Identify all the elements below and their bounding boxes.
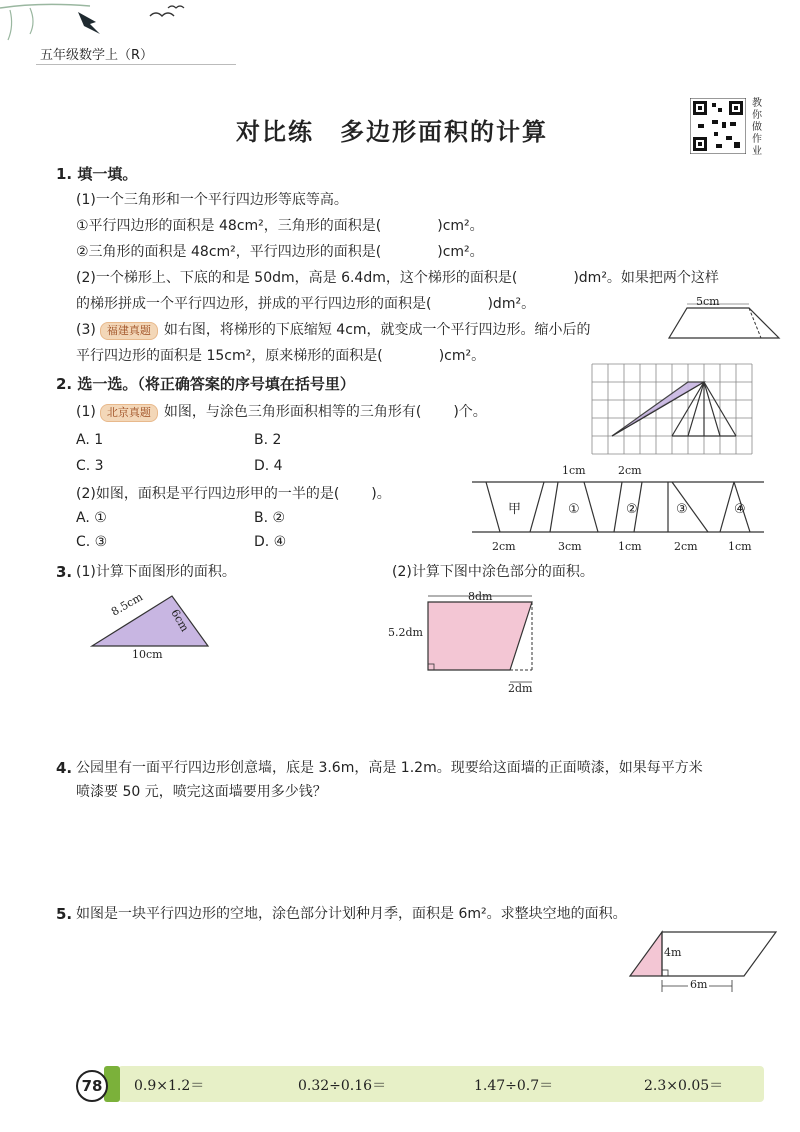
- q1-p2-text: (2)一个梯形上、下底的和是 50dm，高是 6.4dm，这个梯形的面积是(: [76, 270, 518, 286]
- q2-p1-text: 如图，与涂色三角形面积相等的三角形有(: [163, 404, 422, 420]
- q2-p1-pre: (1): [76, 404, 96, 420]
- field-base-label: 6m: [690, 978, 708, 991]
- trapezoid-top-label: 5cm: [696, 295, 720, 308]
- q1-p1-b: [76, 242, 484, 262]
- q1-p3-l2-text: 平行四边形的面积是 15cm²，原来梯形的面积是(: [76, 348, 383, 364]
- triangle-side-label: 8.5cm: [109, 590, 146, 619]
- q3-number: 3.: [56, 563, 73, 581]
- q4-line1: 公园里有一面平行四边形创意墙，底是 3.6m，高是 1.2m。现要给这面墙的正面喷漆，如果每平方米: [76, 760, 703, 776]
- strip-shape-1: ①: [568, 502, 580, 517]
- calc-2: 0.32÷0.16＝: [298, 1078, 387, 1094]
- q4-number: 4.: [56, 759, 73, 777]
- subject-label: 五年级数学上（R）: [40, 48, 154, 63]
- strip-shape-4: ④: [734, 502, 746, 517]
- q1-p3-l2-unit: )cm²。: [438, 348, 486, 364]
- page-number: 78: [76, 1070, 108, 1102]
- q2-p2-text: (2)如图，面积是平行四边形甲的一半的是(: [76, 486, 340, 502]
- q1-p3-line2: [76, 346, 485, 366]
- field-height-label: 4m: [664, 946, 682, 959]
- q1-p3-text: 如右图，将梯形的下底缩短 4cm，就变成一个平行四边形。缩小后的: [163, 322, 591, 338]
- q2-p2-text-b: )。: [371, 486, 391, 502]
- parallelogram-offset-label: 2dm: [508, 682, 533, 695]
- parallelogram-height-label: 5.2dm: [388, 626, 423, 639]
- strip-bottom-label-1: 2cm: [492, 540, 516, 553]
- q2-p1-text-b: )个。: [453, 404, 487, 420]
- triangle-height-label: 6cm: [168, 607, 192, 634]
- shaded-parallelogram-figure: [418, 592, 544, 688]
- strip-bottom-label-5: 1cm: [728, 540, 752, 553]
- strip-bottom-label-3: 1cm: [618, 540, 642, 553]
- source-tag: 福建真题: [100, 322, 158, 340]
- strip-top-label-2: 2cm: [618, 464, 642, 477]
- header-rule: [36, 64, 236, 65]
- grid-triangle-figure: [590, 362, 754, 458]
- q1-p2-line2: [76, 294, 535, 314]
- q5-number: 5.: [56, 905, 73, 923]
- q1-p1-a-unit: )cm²。: [437, 218, 484, 234]
- q4-line2: 喷漆要 50 元，喷完这面墙要用多少钱？: [76, 784, 327, 800]
- calc-3: 1.47÷0.7＝: [474, 1078, 554, 1094]
- q1-p1-intro: (1)一个三角形和一个平行四边形等底等高。: [76, 192, 348, 208]
- q1-p3-pre: (3): [76, 322, 96, 338]
- source-tag: 北京真题: [100, 404, 158, 422]
- q1-p2-l2-unit: )dm²。: [487, 296, 536, 312]
- calc-4: 2.3×0.05＝: [644, 1078, 724, 1094]
- q2-heading: 2. 选一选。（将正确答案的序号填在括号里）: [56, 375, 355, 393]
- qr-code[interactable]: [690, 98, 746, 154]
- q2-p1-option-b[interactable]: B. 2: [254, 432, 282, 448]
- q2-p2-option-d[interactable]: D. ④: [254, 534, 287, 550]
- q1-p2-line1: [76, 268, 719, 288]
- parallelogram-top-label: 8dm: [468, 590, 493, 603]
- trapezoid-figure: [665, 290, 785, 346]
- q2-p1-option-c[interactable]: C. 3: [76, 458, 104, 474]
- q3-p1: (1)计算下面图形的面积。: [76, 564, 236, 580]
- q2-p2-option-b[interactable]: B. ②: [254, 510, 286, 526]
- q1-p2-l2-text: 的梯形拼成一个平行四边形，拼成的平行四边形的面积是(: [76, 296, 432, 312]
- q1-p3-line1: [76, 320, 591, 340]
- triangle-base-label: 10cm: [132, 648, 163, 661]
- q1-p2-text-b: )dm²。如果把两个这样: [573, 270, 719, 286]
- q2-p1: [76, 402, 487, 422]
- q1-p1-b-unit: )cm²。: [437, 244, 484, 260]
- q1-p1-b-text: ②三角形的面积是 48cm²，平行四边形的面积是(: [76, 244, 382, 260]
- q2-p2-option-a[interactable]: A. ①: [76, 510, 107, 526]
- q3-p2: (2)计算下图中涂色部分的面积。: [392, 564, 594, 580]
- q5-text: 如图是一块平行四边形的空地，涂色部分计划种月季，面积是 6m²。求整块空地的面积。: [76, 906, 627, 922]
- strip-shape-jia: 甲: [508, 502, 522, 517]
- triangle-figure: [90, 590, 220, 650]
- q2-p2-option-c[interactable]: C. ③: [76, 534, 108, 550]
- q1-p1-a-text: ①平行四边形的面积是 48cm²，三角形的面积是(: [76, 218, 382, 234]
- strip-shape-2: ②: [626, 502, 638, 517]
- q1-heading: 1. 填一填。: [56, 165, 138, 183]
- strip-top-label-1: 1cm: [562, 464, 586, 477]
- q2-p1-option-d[interactable]: D. 4: [254, 458, 283, 474]
- q2-p1-option-a[interactable]: A. 1: [76, 432, 104, 448]
- strip-bottom-label-2: 3cm: [558, 540, 582, 553]
- q2-p2: [76, 484, 391, 504]
- page-title: 对比练 多边形面积的计算: [236, 118, 548, 146]
- calc-1: 0.9×1.2＝: [134, 1078, 205, 1094]
- qr-caption: 教你做作业: [752, 98, 762, 157]
- strip-bottom-label-4: 2cm: [674, 540, 698, 553]
- strip-shape-3: ③: [676, 502, 688, 517]
- q1-p1-a: [76, 216, 484, 236]
